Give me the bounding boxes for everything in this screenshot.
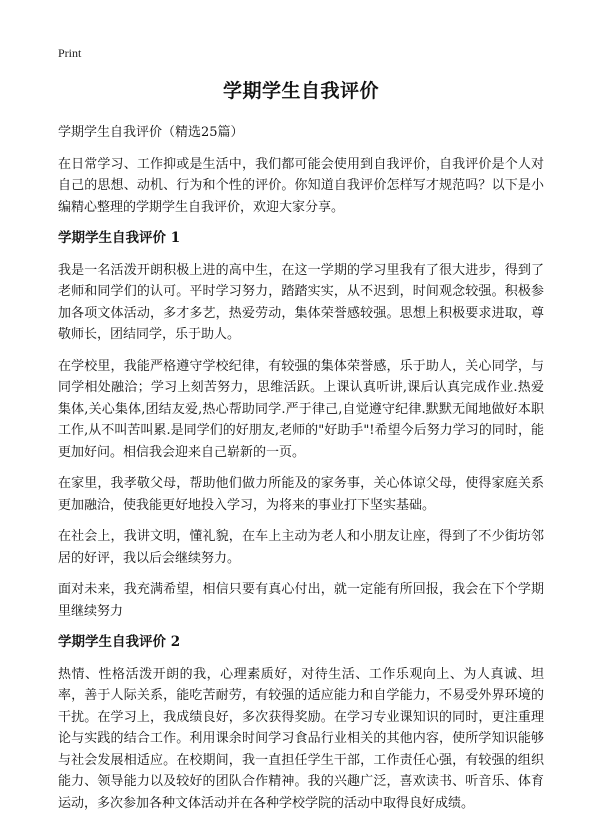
section-paragraph: 热情、性格活泼开朗的我，心理素质好，对待生活、工作乐观向上、为人真诚、坦率，善于人际关系，能吃苦耐劳，有较强的适应能力和自学能力，不易受外界环境的干扰。在学习上，我成绩良好，多次获得奖励。在学习专业课知识的同时，更注重理论与实践的结合工作。利用课余时间学习食品行业相关的其他内容，使所学知识能够与社会发展相适应。在校期间，我一直担任学生干部，工作责任心强，有较强的组织能力、领导能力以及较好的团队合作精神。我的兴趣广泛，喜欢读书、听音乐、体育运动，多次参加各种文体活动并在各种学校学院的活动中取得良好成绩。 — [58, 666, 544, 811]
intro-paragraph: 在日常学习、工作抑或是生活中，我们都可能会使用到自我评价，自我评价是个人对自己的思想、动机、行为和个性的评价。你知道自我评价怎样写才规范吗？以下是小编精心整理的学期学生自我评价，欢迎大家分享。 — [58, 156, 544, 215]
section-paragraph: 在学校里，我能严格遵守学校纪律，有较强的集体荣誉感，乐于助人，关心同学，与同学相处融洽；学习上刻苦努力，思维活跃。上课认真听讲,课后认真完成作业.热爱集体,关心集体,团结友爱,热心帮助同学.严于律己,自觉遵守纪律.默默无闻地做好本职工作,从不叫苦叫累.是同学们的好朋友,老师的"好助手"!希望今后努力学习的同时，能更加好问。相信我会迎来自己崭新的一页。 — [58, 358, 544, 460]
section-paragraph: 在社会上，我讲文明，懂礼貌，在车上主动为老人和小朋友让座，得到了不少街坊邻居的好评，我以后会继续努力。 — [58, 529, 544, 566]
print-link[interactable]: Print — [58, 46, 82, 60]
section-paragraph: 我是一名活泼开朗积极上进的高中生，在这一学期的学习里我有了很大进步，得到了老师和同学们的认可。平时学习努力，踏踏实实，从不迟到，时间观念较强。积极参加各项文体活动，多才多艺，热爱劳动，集体荣誉感较强。思想上积极要求进取，尊敬师长，团结同学，乐于助人。 — [58, 262, 544, 342]
section-heading: 学期学生自我评价 2 — [58, 634, 181, 650]
page-title: 学期学生自我评价 — [222, 80, 379, 102]
document-body — [58, 122, 544, 824]
document-subtitle: 学期学生自我评价（精选25篇） — [58, 125, 244, 140]
section-paragraph: 在家里，我孝敬父母，帮助他们做力所能及的家务事，关心体谅父母，使得家庭关系更加融洽，使我能更好地投入学习，为将来的事业打下坚实基础。 — [58, 476, 544, 513]
section-heading: 学期学生自我评价 1 — [58, 230, 181, 246]
section-paragraph: 面对未来，我充满希望，相信只要有真心付出，就一定能有所回报，我会在下个学期里继续努力 — [58, 582, 544, 619]
